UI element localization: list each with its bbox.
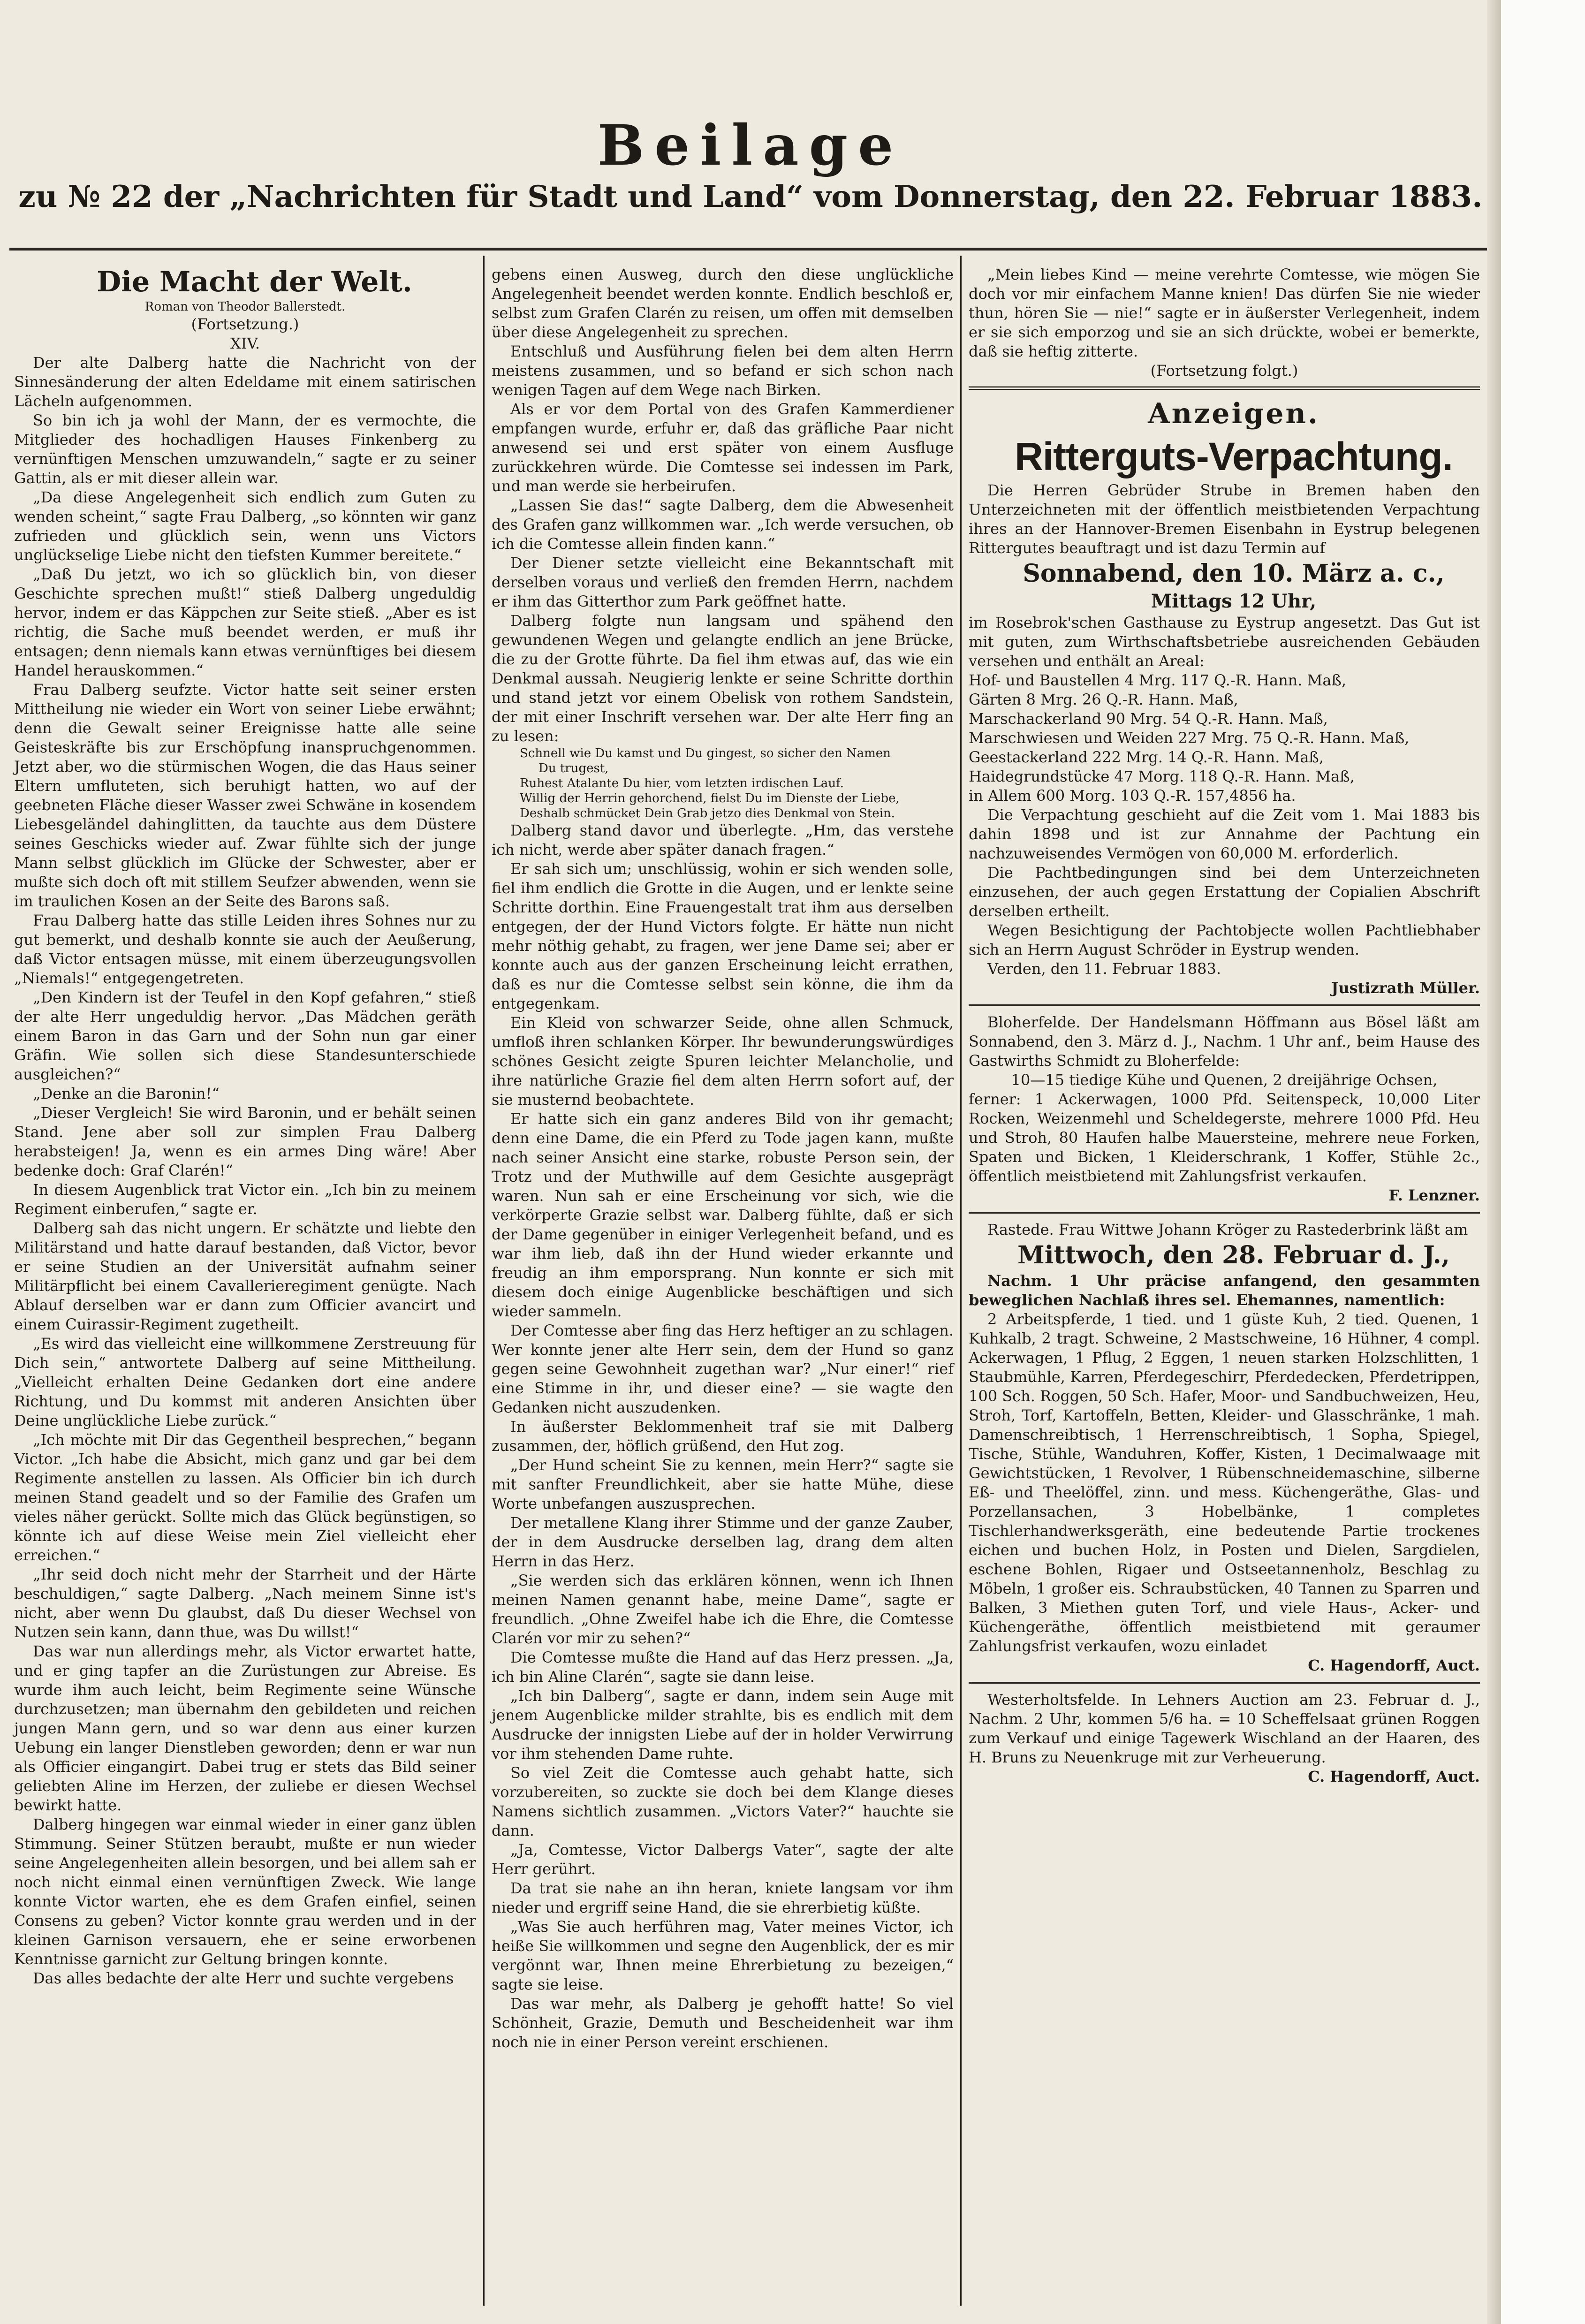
- ad-text: Bloherfelde. Der Handelsmann Höffmann aus Bösel läßt am Sonnabend, den 3. März d. J., Nachm. 1 Uhr anf., beim Hause des Gastwirths Schmidt zu Bloherfelde:: [969, 1013, 1480, 1070]
- paragraph: So viel Zeit die Comtesse auch gehabt hatte, sich vorzubereiten, so zuckte sie doch bei dem Klange dieses Namens sichtlich zusammen. „Victors Vater?“ hauchte sie dann.: [492, 1764, 954, 1839]
- ad-date: Mittwoch, den 28. Februar d. J.,: [1017, 1241, 1450, 1269]
- paragraph: Das alles bedachte der alte Herr und suchte vergebens: [33, 1969, 454, 1987]
- paragraph: Er sah sich um; unschlüssig, wohin er sich wenden solle, fiel ihm endlich die Grotte in die Augen, und er lenkte seine Schritte dorthin. Eine Frauengestalt trat ihm aus derselben entgegen, der der Hund Victors folgte. Er hätte nun nicht mehr nöthig gehabt, zu fragen, wer jene Dame sei; aber er konnte auch aus der ganzen Erscheinung leicht errathen, daß es nur die Comtesse selbst sein könne, die ihm da entgegenkam.: [492, 860, 954, 1012]
- paragraph: Das war nun allerdings mehr, als Victor erwartet hatte, und er ging tapfer an die Zurüstungen zur Abreise. Es wurde ihm auch leicht, beim Regimente seine Wünsche durchzusetzen; man übernahm den gebildeten und reichen jungen Mann gern, und so war denn aus einer kurzen Uebung ein langer Dienstleben geworden; denn er war nun als Officier eingangirt. Dabei trug er stets das Bild seiner geliebten Aline im Herzen, der zuliebe er diesen Wechsel bewirkt hatte.: [14, 1642, 476, 1814]
- areal-line: Marschwiesen und Weiden 227 Mrg. 75 Q.-R. Hann. Maß,: [969, 729, 1410, 747]
- column-1: [14, 265, 476, 1988]
- paragraph: „Den Kindern ist der Teufel in den Kopf gefahren,“ stieß der alte Herr ungeduldig hervor. „Das Mädchen geräth einem Baron in das Garn und der Sohn nun gar einer Gräfin. Wie sollen sich diese Standesunterschiede ausgleichen?“: [14, 988, 476, 1083]
- novel-continuation: (Fortsetzung.): [191, 315, 299, 333]
- paragraph: „Ja, Comtesse, Victor Dalbergs Vater“, sagte der alte Herr gerührt.: [492, 1841, 954, 1878]
- supplement-subtitle: zu № 22 der „Nachrichten für Stadt und Land“ vom Donnerstag, den 22. Februar 1883.: [18, 179, 1483, 214]
- ad-signature: F. Lenzner.: [1388, 1186, 1480, 1204]
- ad-signature: C. Hagendorff, Auct.: [1308, 1768, 1480, 1785]
- ad-dateline: Verden, den 11. Februar 1883.: [987, 960, 1221, 978]
- page-edge-shadow: [1487, 0, 1501, 2324]
- ad-time: Nachm. 1 Uhr präcise anfangend, den gesammten beweglichen Nachlaß ihres sel. Ehemannes, namentlich:: [969, 1272, 1480, 1309]
- paragraph: „Dieser Vergleich! Sie wird Baronin, und er behält seinen Stand. Jene aber soll zur simplen Frau Dalberg herabsteigen! Ja, wenn es ein armes Ding wäre! Aber bedenke doch: Graf Clarén!“: [14, 1104, 476, 1179]
- areal-line: Gärten 8 Mrg. 26 Q.-R. Hann. Maß,: [969, 691, 1238, 708]
- paragraph: „Mein liebes Kind — meine verehrte Comtesse, wie mögen Sie doch vor mir einfachem Manne knien! Das dürfen Sie nie wieder thun, hören Sie — nie!“ sagte er in äußerster Verlegenheit, indem er sie sich emporzog und sie an sich drückte, wobei er bemerkte, daß sie heftig zitterte.: [969, 266, 1480, 360]
- ad-text: Westerholtsfelde. In Lehners Auction am 23. Februar d. J., Nachm. 2 Uhr, kommen 5/6 ha. = 10 Scheffelsaat grünen Roggen zum Verkauf und einige Tagewerk Wischland an der Haaren, des H. Bruns zu Neuenkruge mit zur Verheuerung.: [969, 1691, 1480, 1766]
- paragraph: „Denke an die Baronin!“: [33, 1085, 220, 1102]
- paragraph: „Daß Du jetzt, wo ich so glücklich bin, von dieser Geschichte sprechen mußt!“ stieß Dalberg ungeduldig hervor, indem er das Käppchen zur Seite stieß. „Aber es ist richtig, die Sache muß beendet werden, er muß ihr entsagen; denn niemals kann etwas vernünftiges bei diesem Handel herauskommen.“: [14, 565, 476, 679]
- paragraph: Dalberg stand davor und überlegte. „Hm, das verstehe ich nicht, werde aber später danach fragen.“: [492, 821, 954, 858]
- ad-terms: Wegen Besichtigung der Pachtobjecte wollen Pachtliebhaber sich an Herrn August Schröder in Eystrup wenden.: [969, 921, 1480, 958]
- ad-bloherfelde: [969, 1013, 1480, 1205]
- inscription-line: Du trugest,: [538, 761, 609, 775]
- ad-time: Mittags 12 Uhr,: [1151, 590, 1317, 612]
- paragraph: „Lassen Sie das!“ sagte Dalberg, dem die Abwesenheit des Grafen ganz willkommen war. „Ich werde versuchen, ob ich die Comtesse allein finden kann.“: [492, 496, 954, 553]
- ad-text: 2 Arbeitspferde, 1 tied. und 1 güste Kuh, 2 tied. Quenen, 1 Kuhkalb, 2 tragt. Schweine, 2 Mastschweine, 16 Hühner, 4 compl. Ackerwagen, 1 Pflug, 2 Eggen, 1 neuen starken Holzschlitten, 1 Staubmühle, Karren, Pferdegeschirr, Pferdedecken, Pferdetrippen, 100 Sch. Roggen, 50 Sch. Hafer, Moor- und Sandbuchweizen, Heu, Stroh, Torf, Kartoffeln, Betten, Kleider- und Glasschränke, 1 mah. Damenschreibtisch, 1 Herrenschreibtisch, 1 Sopha, Spiegel, Tische, Stühle, Wanduhren, Koffer, Kisten, 1 Decimalwaage mit Gewichtstücken, 1 Revolver, 1 Rübenschneidemaschine, silberne Eß- und Theelöffel, zinn. und mess. Küchengeräthe, Glas- und Porzellansachen, 3 Hobelbänke, 1 completes Tischlerhandwerksgeräth, eine bedeutende Partie trockenes eichen und buchen Holz, in Posten und Dielen, Sargdielen, eschene Bohlen, Rigaer und Ostseetannenholz, Beschlag zu Möbeln, 1 großer eis. Schraubstücken, 40 Tannen zu Sparren und Balken, 3 Miethen guten Torf, und viele Haus-, Acker- und Küchengeräthe, öffentlich meistbietend mit geraumer Zahlungsfrist verkaufen, wozu einladet: [969, 1310, 1480, 1655]
- paragraph: Der metallene Klang ihrer Stimme und der ganze Zauber, der in dem Ausdrucke derselben lag, drang dem alten Herrn in das Herz.: [492, 1514, 954, 1570]
- paragraph: Dalberg folgte nun langsam und spähend den gewundenen Wegen und gelangte endlich an jene Brücke, die zu der Grotte führte. Da fiel ihm etwas auf, das wie ein Denkmal aussah. Neugierig lenkte er seine Schritte dorthin und stand jetzt vor einem Obelisk von rothem Sandstein, der mit einer Inschrift versehen war. Der alte Herr fing an zu lesen:: [492, 612, 954, 745]
- areal-line: Geestackerland 222 Mrg. 14 Q.-R. Hann. Maß,: [969, 748, 1324, 766]
- paragraph: „Sie werden sich das erklären können, wenn ich Ihnen meinen Namen genannt habe, meine Dame“, sagte er freundlich. „Ohne Zweifel habe ich die Ehre, die Comtesse Clarén vor mir zu sehen?“: [492, 1572, 954, 1647]
- paragraph: „Was Sie auch herführen mag, Vater meines Victor, ich heiße Sie willkommen und segne den Augenblick, der es mir vergönnt war, Ihnen meine Ehrerbietung zu bezeigen,“ sagte sie leise.: [492, 1918, 954, 1993]
- paragraph: Der Comtesse aber fing das Herz heftiger an zu schlagen. Wer konnte jener alte Herr sein, dem der Hund so ganz gegen seine Gewohnheit zugethan war? „Nur einer!“ rief eine Stimme in ihr, und dieser eine? — sie wagte den Gedanken nicht auszudenken.: [492, 1321, 954, 1416]
- column-rule-2: [960, 256, 962, 2306]
- paragraph: Das war mehr, als Dalberg je gehofft hatte! So viel Schönheit, Grazie, Demuth und Bescheidenheit war ihm noch nie in einer Person vereint erschienen.: [492, 1995, 954, 2051]
- ad-date: Sonnabend, den 10. März a. c.,: [1023, 559, 1445, 588]
- ad-text: ferner: 1 Ackerwagen, 1000 Pfd. Seitenspeck, 10,000 Liter Rocken, Weizenmehl und Scheldegerste, mehrere 1000 Pfd. Heu und Stroh, 80 Haufen halbe Mauersteine, mehrere neue Forken, Spaten und Bicken, 1 Kleiderschrank, 1 Koffer, Stühle 2c., öffentlich meistbietend mit Zahlungsfrist verkaufen.: [969, 1090, 1480, 1185]
- paragraph: Frau Dalberg seufzte. Victor hatte seit seiner ersten Mittheilung nie wieder ein Wort von seiner Liebe erwähnt; denn die Gewalt seiner Ereignisse hatte alle seine Geisteskräfte bis zur Erschöpfung inanspruchgenommen. Jetzt aber, wo die stürmischen Wogen, die das Haus seiner Eltern umfluteten, sich beruhigt hatten, wo auf der geebneten Fläche dieser Wasser zwei Schwäne in kosendem Liebesgeländel dahinglitten, da tauchte aus dem Düstere seines Geschicks wieder auf. Zwar fühlte sich der junge Mann selbst glücklich im Glücke der Schwester, aber er mußte sich doch oft mit stillem Seufzer abwenden, wenn sie im traulichen Kosen an der Seite des Barons saß.: [14, 681, 476, 910]
- areal-line: in Allem 600 Morg. 103 Q.-R. 157,4856 ha.: [969, 787, 1296, 805]
- paragraph: „Der Hund scheint Sie zu kennen, mein Herr?“ sagte sie mit sanfter Freundlichkeit, aber sie hatte Mühe, diese Worte unbefangen auszusprechen.: [492, 1456, 954, 1512]
- column-rule-1: [483, 256, 485, 2306]
- chapter-number: XIV.: [230, 334, 260, 352]
- areal-line: Hof- und Baustellen 4 Mrg. 117 Q.-R. Hann. Maß,: [969, 671, 1347, 689]
- ad-signature: C. Hagendorff, Auct.: [1308, 1656, 1480, 1674]
- ad-intro: Die Herren Gebrüder Strube in Bremen haben den Unterzeichneten mit der öffentlich meistbietenden Verpachtung ihres an der Hannover-Bremen Eisenbahn in Eystrup belegenen Rittergutes beauftragt und ist dazu Termin auf: [969, 481, 1480, 557]
- ad-intro: Rastede. Frau Wittwe Johann Kröger zu Rastederbrink läßt am: [987, 1221, 1468, 1238]
- ad-divider: [969, 1004, 1480, 1006]
- paragraph: „Ihr seid doch nicht mehr der Starrheit und der Härte beschuldigen,“ sagte Dalberg. „Nach meinem Sinne ist's nicht, aber wenn Du glaubst, daß Du dieser Wechsel von Nutzen sein kann, dann thue, was Du willst!“: [14, 1565, 476, 1641]
- ad-title: Ritterguts-Verpachtung.: [1015, 434, 1453, 478]
- novel-byline: Roman von Theodor Ballerstedt.: [144, 300, 346, 314]
- paragraph: Frau Dalberg hatte das stille Leiden ihres Sohnes nur zu gut bemerkt, und deshalb konnte sie auch der Aeußerung, daß Victor entsagen müsse, mit einem überzeugungsvollen „Niemals!“ entgegengetreten.: [14, 911, 476, 987]
- paragraph: „Ich bin Dalberg“, sagte er dann, indem sein Auge mit jenem Augenblicke milder strahlte, bis es endlich mit dem Ausdrucke der innigsten Liebe auf der in holder Verwirrung vor ihm stehenden Dame ruhte.: [492, 1687, 954, 1762]
- ad-items: 10—15 tiedige Kühe und Quenen, 2 dreijährige Ochsen,: [1011, 1071, 1438, 1089]
- paragraph: In äußerster Beklommenheit traf sie mit Dalberg zusammen, der, höflich grüßend, den Hut zog.: [492, 1418, 954, 1455]
- paragraph: Er hatte sich ein ganz anderes Bild von ihr gemacht; denn eine Dame, die ein Pferd zu Tode jagen kann, mußte nach seiner Ansicht eine starke, robuste Person sein, der Trotz und der Muthwille auf dem Gesichte ausgeprägt waren. Nun sah er eine Erscheinung vor sich, wie die verkörperte Grazie selbst war. Dalberg fühlte, daß er sich der Dame gegenüber in einiger Verlegenheit befand, und es war ihm lieb, daß ihn der Hund wieder erkannte und freudig an ihm emporsprang. Nun konnte er sich mit diesem doch einige Augenblicke beschäftigen und sich wieder sammeln.: [492, 1110, 954, 1320]
- scan-margin: [1501, 0, 1585, 2324]
- ads-heading: Anzeigen.: [1148, 397, 1320, 430]
- ad-ritterguts-verpachtung: [969, 432, 1480, 998]
- paragraph: „Ich möchte mit Dir das Gegentheil besprechen,“ begann Victor. „Ich habe die Absicht, mich ganz und gar bei dem Regimente anstellen zu lassen. Als Officier bin ich durch meinen Stand geadelt und so der Familie des Grafen um vieles näher gerückt. Sollte mich das Glück begünstigen, so könnte ich auf diese Weise mein Ziel vielleicht eher erreichen.“: [14, 1431, 476, 1564]
- column-2: [492, 265, 954, 2052]
- inscription-line: Deshalb schmücket Dein Grab jetzo dies Denkmal von Stein.: [520, 806, 895, 820]
- inscription-line: Willig der Herrin gehorchend, fielst Du im Dienste der Liebe,: [520, 791, 900, 805]
- paragraph: In diesem Augenblick trat Victor ein. „Ich bin zu meinem Regiment einberufen,“ sagte er.: [14, 1181, 476, 1218]
- column-3: [969, 265, 1480, 1786]
- paragraph: Der Diener setzte vielleicht eine Bekanntschaft mit derselben voraus und verließ den fremden Herrn, nachdem er ihm das Gitterthor zum Park geöffnet hatte.: [492, 554, 954, 610]
- inscription-line: Schnell wie Du kamst und Du gingest, so sicher den Namen: [520, 746, 891, 760]
- paragraph: Dalberg hingegen war einmal wieder in einer ganz üblen Stimmung. Seiner Stützen beraubt, mußte er nun wieder seine Angelegenheiten allein besorgen, und bei allem sah er noch nicht einmal einen vernünftigen Zweck. Wie lange konnte Victor warten, ehe es dem Grafen einfiel, seinen Consens zu geben? Victor konnte grau werden und in der kleinen Garnison versauern, ehe er seine erworbenen Kenntnisse garnicht zur Geltung bringen konnte.: [14, 1815, 476, 1968]
- section-divider: [969, 386, 1480, 390]
- ad-westerholtsfelde: [969, 1690, 1480, 1786]
- paragraph: gebens einen Ausweg, durch den diese unglückliche Angelegenheit beendet werden konnte. Endlich beschloß er, selbst zum Grafen Clarén zu reisen, um offen mit demselben über diese Angelegenheit zu sprechen.: [492, 266, 954, 341]
- areal-line: Haidegrundstücke 47 Morg. 118 Q.-R. Hann. Maß,: [969, 767, 1355, 785]
- novel-title: Die Macht der Welt.: [97, 266, 412, 298]
- ad-terms: Die Pachtbedingungen sind bei dem Unterzeichneten einzusehen, der auch gegen Erstattung der Copialien Abschrift derselben ertheilt.: [969, 864, 1480, 920]
- ad-divider: [969, 1212, 1480, 1214]
- paragraph: „Es wird das vielleicht eine willkommene Zerstreuung für Dich sein,“ antwortete Dalberg auf seine Mittheilung. „Vielleicht erhalten Deine Gedanken dort eine andere Richtung, und Du kommst mit anderen Ansichten über Deine unglückliche Liebe zurück.“: [14, 1335, 476, 1429]
- paragraph: Ein Kleid von schwarzer Seide, ohne allen Schmuck, umfloß ihren schlanken Körper. Ihr bewunderungswürdiges schönes Gesicht zeigte Spuren leichter Melancholie, und ihre natürliche Grazie fiel dem alten Herrn sofort auf, der sie musternd beobachtete.: [492, 1014, 954, 1109]
- paragraph: Entschluß und Ausführung fielen bei dem alten Herrn meistens zusammen, und so befand er sich schon nach wenigen Tagen auf dem Wege nach Birken.: [492, 342, 954, 399]
- ad-place: im Rosebrok'schen Gasthause zu Eystrup angesetzt. Das Gut ist mit guten, zum Wirthschaftsbetriebe ausreichenden Gebäuden versehen und enthält an Areal:: [969, 614, 1480, 670]
- supplement-title: Beilage: [597, 113, 904, 178]
- paragraph: Der alte Dalberg hatte die Nachricht von der Sinnesänderung der alten Edeldame mit einem satirischen Lächeln aufgenommen.: [14, 354, 476, 410]
- areal-line: Marschackerland 90 Mrg. 54 Q.-R. Hann. Maß,: [969, 710, 1328, 728]
- ad-signature: Justizrath Müller.: [1331, 979, 1480, 997]
- story-continuation: (Fortsetzung folgt.): [1150, 362, 1298, 380]
- paragraph: „Da diese Angelegenheit sich endlich zum Guten zu wenden scheint,“ sagte Frau Dalberg, „so könnten wir ganz zufrieden und glücklich sein, wenn uns Victors unglückselige Liebe nicht den tiefsten Kummer bereitete.“: [14, 488, 476, 564]
- paragraph: Die Comtesse mußte die Hand auf das Herz pressen. „Ja, ich bin Aline Clarén“, sagte sie dann leise.: [492, 1648, 954, 1686]
- paragraph: Als er vor dem Portal von des Grafen Kammerdiener empfangen wurde, erfuhr er, daß das gräfliche Paar nicht anwesend sei und erst später von einem Ausfluge zurückkehren würde. Die Comtesse sei indessen im Park, und man werde sie herbeirufen.: [492, 400, 954, 495]
- header-rule: [9, 248, 1487, 251]
- inscription-line: Ruhest Atalante Du hier, vom letzten irdischen Lauf.: [520, 776, 844, 790]
- ad-divider: [969, 1682, 1480, 1684]
- ad-rastede: [969, 1220, 1480, 1675]
- paragraph: So bin ich ja wohl der Mann, der es vermochte, die Mitglieder des hochadligen Hauses Finkenberg zu vernünftigen Menschen umzuwandeln,“ sagte er zu seiner Gattin, als er mit dieser allein war.: [14, 411, 476, 487]
- paragraph: Dalberg sah das nicht ungern. Er schätzte und liebte den Militärstand und hatte darauf bestanden, daß Victor, bevor er seine Studien an der Universität aufnahm seiner Militärpflicht bei einem Cavallerieregiment genügte. Nach Ablauf derselben war er dann zum Officier avancirt und einem Cuirassir-Regiment zugetheilt.: [14, 1219, 476, 1333]
- paragraph: Da trat sie nahe an ihn heran, kniete langsam vor ihm nieder und ergriff seine Hand, die sie ehrerbietig küßte.: [492, 1879, 954, 1916]
- ad-terms: Die Verpachtung geschieht auf die Zeit vom 1. Mai 1883 bis dahin 1898 und ist zur Annahme der Pachtung ein nachzuweisendes Vermögen von 60,000 M. erforderlich.: [969, 806, 1480, 862]
